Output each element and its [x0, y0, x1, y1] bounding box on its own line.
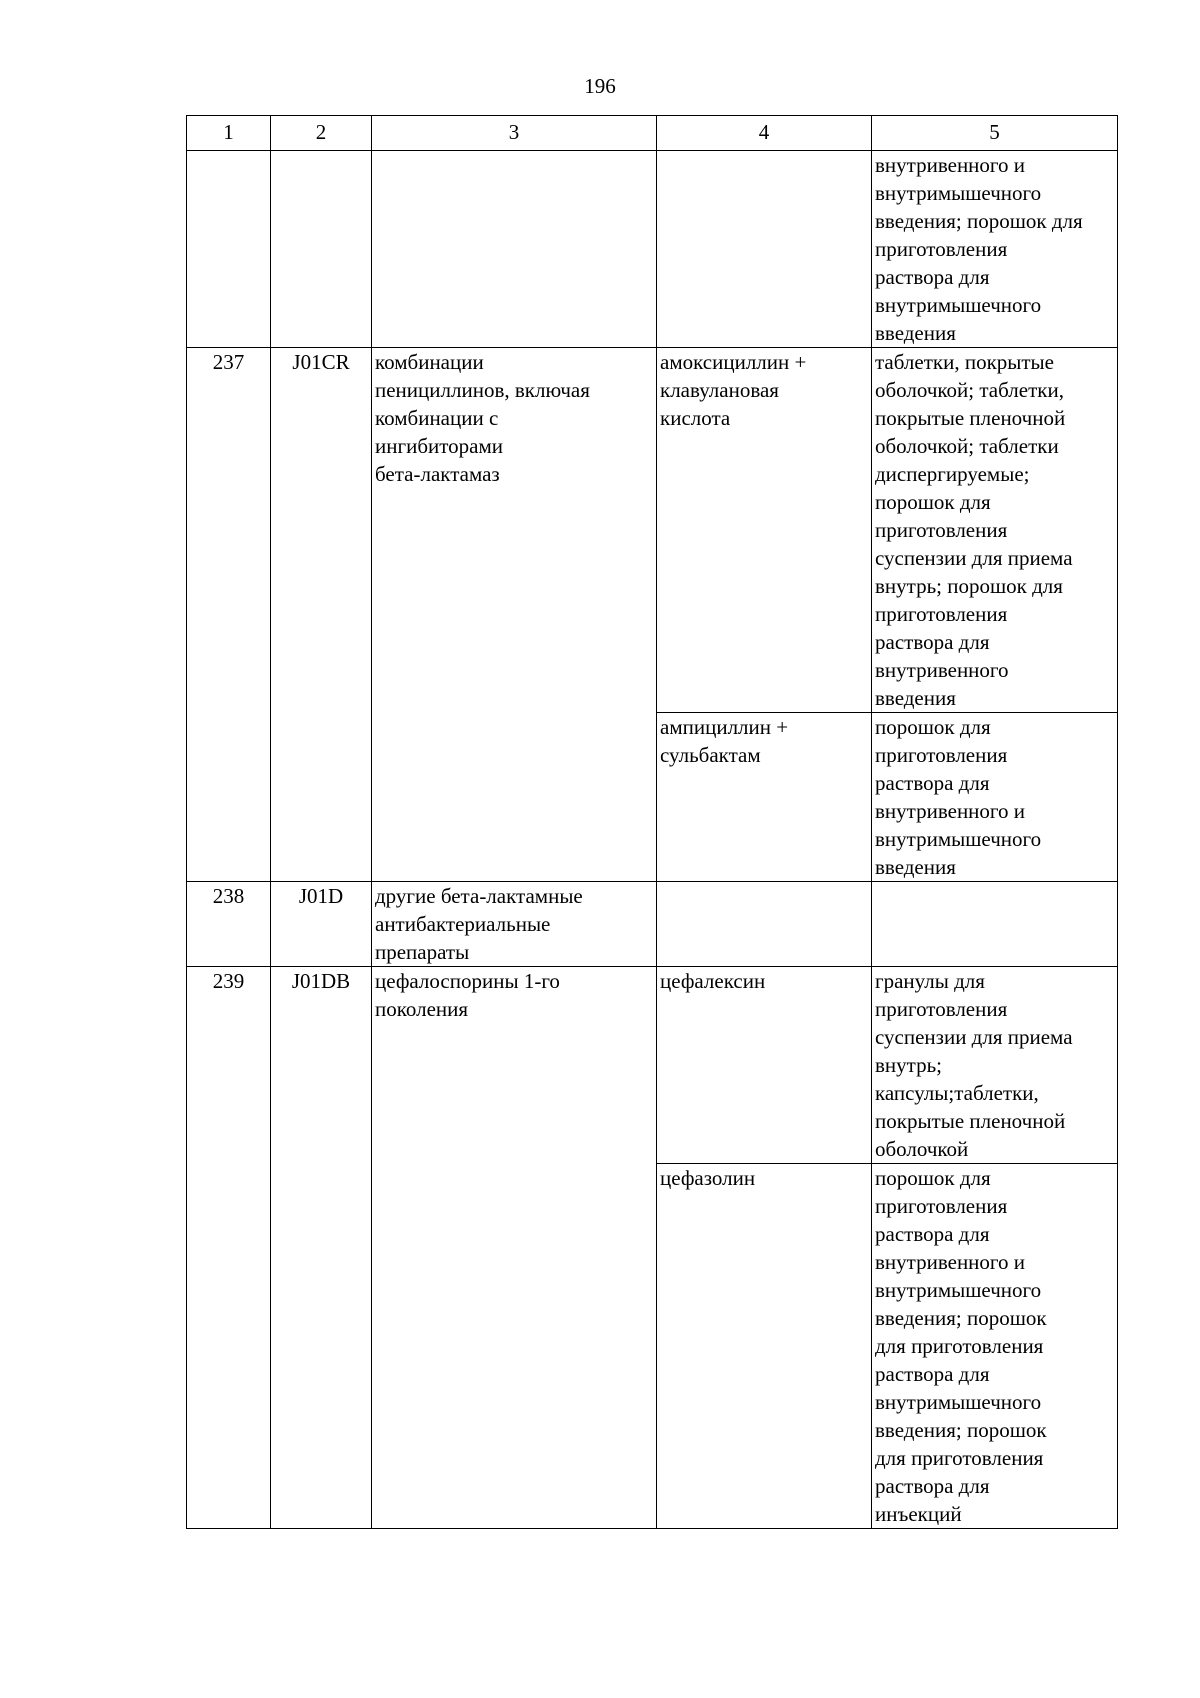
- cell-text-line: внутримышечного: [875, 827, 1042, 851]
- cell-code: J01CR: [271, 348, 372, 882]
- cell-text-line: раствора для: [875, 630, 990, 654]
- cell-text-line: бета-лактамаз: [375, 462, 500, 486]
- cell-num: 237: [187, 348, 271, 882]
- cell-text-line: пенициллинов, включая: [375, 378, 590, 402]
- cell-text-line: суспензии для приема: [875, 546, 1073, 570]
- cell-text-line: приготовления: [875, 997, 1008, 1021]
- cell-code: [271, 151, 372, 348]
- cell-code: J01D: [271, 882, 372, 967]
- cell-drug: [657, 882, 872, 967]
- cell-form: [872, 967, 1118, 1164]
- cell-group: [372, 151, 657, 348]
- cell-text-line: гранулы для: [875, 969, 985, 993]
- table-row: [187, 967, 1118, 1164]
- cell-form: [872, 882, 1118, 967]
- cell-text-line: внутримышечного: [875, 1390, 1042, 1414]
- cell-text-line: оболочкой; таблетки,: [875, 378, 1064, 402]
- cell-group: [372, 348, 657, 882]
- cell-text-line: таблетки, покрытые: [875, 350, 1054, 374]
- cell-text-line: антибактериальные: [375, 912, 551, 936]
- cell-num: 239: [187, 967, 271, 1529]
- cell-drug: [657, 151, 872, 348]
- cell-text-line: порошок для: [875, 715, 991, 739]
- table-header-row: [187, 116, 1118, 151]
- cell-text-line: порошок для: [875, 490, 991, 514]
- cell-text-line: амоксициллин +: [660, 350, 807, 374]
- cell-text-line: раствора для: [875, 1474, 990, 1498]
- cell-text-line: приготовления: [875, 1194, 1008, 1218]
- cell-text-line: цефалоспорины 1-го: [375, 969, 560, 993]
- page-number: 196: [584, 74, 616, 98]
- cell-text-line: комбинации: [375, 350, 484, 374]
- cell-text-line: раствора для: [875, 771, 990, 795]
- cell-text-line: раствора для: [875, 1362, 990, 1386]
- table-row: [187, 348, 1118, 713]
- cell-text-line: введения; порошок: [875, 1418, 1047, 1442]
- cell-form: [872, 348, 1118, 713]
- column-header: 5: [872, 116, 1118, 151]
- cell-text-line: цефалексин: [660, 969, 766, 993]
- cell-form: [872, 713, 1118, 882]
- cell-text-line: внутримышечного: [875, 1278, 1042, 1302]
- column-header: 4: [657, 116, 872, 151]
- cell-text-line: сульбактам: [660, 743, 761, 767]
- cell-drug: [657, 713, 872, 882]
- drug-table: [186, 115, 1118, 1529]
- cell-text-line: введения: [875, 855, 956, 879]
- cell-text-line: порошок для: [875, 1166, 991, 1190]
- cell-text-line: суспензии для приема: [875, 1025, 1073, 1049]
- cell-code: J01DB: [271, 967, 372, 1529]
- cell-text-line: оболочкой: [875, 1137, 969, 1161]
- cell-form: [872, 1164, 1118, 1529]
- cell-text-line: раствора для: [875, 265, 990, 289]
- cell-text-line: капсулы;таблетки,: [875, 1081, 1039, 1105]
- cell-text-line: внутримышечного: [875, 181, 1042, 205]
- cell-text-line: покрытые пленочной: [875, 406, 1066, 430]
- cell-text-line: приготовления: [875, 602, 1008, 626]
- cell-text-line: раствора для: [875, 1222, 990, 1246]
- cell-text-line: внутривенного и: [875, 799, 1025, 823]
- cell-text-line: внутрь; порошок для: [875, 574, 1063, 598]
- cell-text-line: приготовления: [875, 237, 1008, 261]
- cell-text-line: инъекций: [875, 1502, 962, 1526]
- cell-drug: [657, 348, 872, 713]
- cell-text-line: покрытые пленочной: [875, 1109, 1066, 1133]
- cell-text-line: другие бета-лактамные: [375, 884, 583, 908]
- column-header: 2: [271, 116, 372, 151]
- cell-text-line: ампициллин +: [660, 715, 789, 739]
- cell-text-line: кислота: [660, 406, 731, 430]
- cell-text-line: ингибиторами: [375, 434, 503, 458]
- cell-text-line: для приготовления: [875, 1446, 1044, 1470]
- cell-text-line: введения: [875, 686, 956, 710]
- cell-text-line: внутривенного и: [875, 1250, 1025, 1274]
- cell-drug: [657, 1164, 872, 1529]
- cell-text-line: поколения: [375, 997, 469, 1021]
- cell-text-line: комбинации с: [375, 406, 499, 430]
- cell-text-line: внутривенного: [875, 658, 1009, 682]
- table-row-continuation: [187, 151, 1118, 348]
- cell-text-line: оболочкой; таблетки: [875, 434, 1059, 458]
- cell-group: [372, 882, 657, 967]
- cell-text-line: введения; порошок для: [875, 209, 1083, 233]
- cell-text-line: внутривенного и: [875, 153, 1025, 177]
- cell-text-line: внутрь;: [875, 1053, 942, 1077]
- cell-drug: [657, 967, 872, 1164]
- column-header: 1: [187, 116, 271, 151]
- cell-text-line: клавулановая: [660, 378, 779, 402]
- cell-text-line: приготовления: [875, 518, 1008, 542]
- cell-form: [872, 151, 1118, 348]
- cell-text-line: введения; порошок: [875, 1306, 1047, 1330]
- cell-group: [372, 967, 657, 1529]
- cell-num: 238: [187, 882, 271, 967]
- cell-text-line: диспергируемые;: [875, 462, 1030, 486]
- cell-num: [187, 151, 271, 348]
- column-header: 3: [372, 116, 657, 151]
- cell-text-line: приготовления: [875, 743, 1008, 767]
- cell-text-line: препараты: [375, 940, 470, 964]
- cell-text-line: цефазолин: [660, 1166, 756, 1190]
- table-row: [187, 882, 1118, 967]
- cell-text-line: для приготовления: [875, 1334, 1044, 1358]
- cell-text-line: внутримышечного: [875, 293, 1042, 317]
- cell-text-line: введения: [875, 321, 956, 345]
